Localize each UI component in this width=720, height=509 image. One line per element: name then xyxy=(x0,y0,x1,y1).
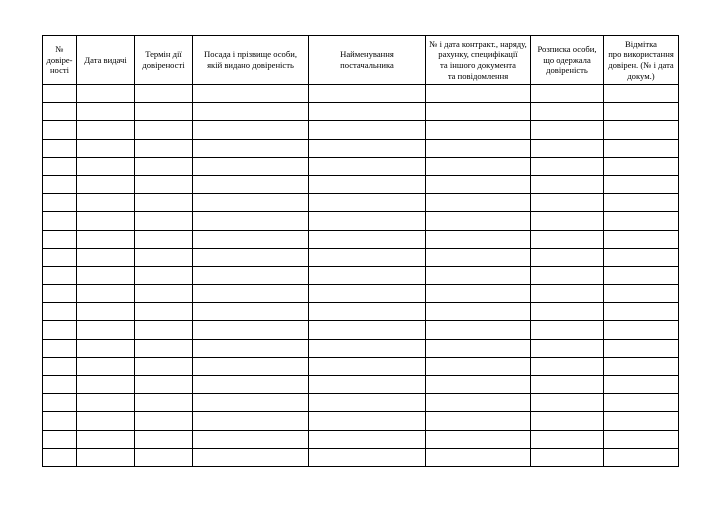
table-cell[interactable] xyxy=(135,357,193,375)
table-row xyxy=(43,285,679,303)
table-row xyxy=(43,103,679,121)
table-row xyxy=(43,321,679,339)
header-contract-document: № і дата контракт., наряду, рахунку, специфікації та іншого документа та повідомлення xyxy=(426,36,531,85)
table-cell[interactable] xyxy=(43,157,77,175)
header-usage-mark: Відмітка про використання довірен. (№ і дата докум.) xyxy=(604,36,679,85)
header-row xyxy=(43,36,679,85)
table-cell[interactable] xyxy=(531,157,604,175)
table-row xyxy=(43,376,679,394)
table-cell[interactable] xyxy=(193,175,309,193)
table-cell[interactable] xyxy=(426,430,531,448)
table-cell[interactable] xyxy=(193,303,309,321)
table-cell[interactable] xyxy=(193,266,309,284)
table-cell[interactable] xyxy=(426,394,531,412)
table-cell[interactable] xyxy=(43,175,77,193)
table-cell[interactable] xyxy=(426,175,531,193)
table-cell[interactable] xyxy=(604,157,679,175)
table-row xyxy=(43,412,679,430)
table-cell[interactable] xyxy=(309,157,426,175)
table-cell[interactable] xyxy=(43,448,77,466)
table-cell[interactable] xyxy=(193,157,309,175)
table-cell[interactable] xyxy=(309,139,426,157)
table-cell[interactable] xyxy=(531,230,604,248)
table-cell[interactable] xyxy=(193,121,309,139)
table-row xyxy=(43,248,679,266)
table-cell[interactable] xyxy=(309,194,426,212)
table-cell[interactable] xyxy=(531,430,604,448)
table-cell[interactable] xyxy=(604,85,679,103)
table-cell[interactable] xyxy=(309,339,426,357)
table-cell[interactable] xyxy=(43,139,77,157)
table-row xyxy=(43,303,679,321)
table-cell[interactable] xyxy=(604,412,679,430)
table-cell[interactable] xyxy=(426,357,531,375)
table-cell[interactable] xyxy=(193,339,309,357)
table-cell[interactable] xyxy=(531,139,604,157)
table-cell[interactable] xyxy=(77,230,135,248)
table-cell[interactable] xyxy=(193,412,309,430)
table-cell[interactable] xyxy=(43,357,77,375)
table-cell[interactable] xyxy=(309,430,426,448)
table-cell[interactable] xyxy=(193,448,309,466)
table-cell[interactable] xyxy=(426,212,531,230)
table-cell[interactable] xyxy=(77,357,135,375)
table-cell[interactable] xyxy=(193,376,309,394)
table-cell[interactable] xyxy=(193,194,309,212)
table-cell[interactable] xyxy=(309,230,426,248)
table-cell[interactable] xyxy=(135,321,193,339)
table-cell[interactable] xyxy=(604,230,679,248)
table-cell[interactable] xyxy=(135,121,193,139)
table-cell[interactable] xyxy=(77,103,135,121)
power-of-attorney-journal-table xyxy=(42,35,679,467)
table-cell[interactable] xyxy=(426,321,531,339)
table-cell[interactable] xyxy=(604,430,679,448)
table-cell[interactable] xyxy=(309,285,426,303)
table-cell[interactable] xyxy=(531,248,604,266)
table-cell[interactable] xyxy=(193,394,309,412)
table-cell[interactable] xyxy=(43,266,77,284)
table-cell[interactable] xyxy=(531,212,604,230)
table-cell[interactable] xyxy=(426,157,531,175)
table-cell[interactable] xyxy=(43,303,77,321)
table-cell[interactable] xyxy=(531,376,604,394)
header-validity-term: Термін дії довіреності xyxy=(135,36,193,85)
table-cell[interactable] xyxy=(426,230,531,248)
table-cell[interactable] xyxy=(77,321,135,339)
table-cell[interactable] xyxy=(531,448,604,466)
table-cell[interactable] xyxy=(193,85,309,103)
table-row xyxy=(43,85,679,103)
table-cell[interactable] xyxy=(309,394,426,412)
table-cell[interactable] xyxy=(43,412,77,430)
table-cell[interactable] xyxy=(309,357,426,375)
table-cell[interactable] xyxy=(77,339,135,357)
table-cell[interactable] xyxy=(77,175,135,193)
table-cell[interactable] xyxy=(43,430,77,448)
table-cell[interactable] xyxy=(426,412,531,430)
table-cell[interactable] xyxy=(309,412,426,430)
table-cell[interactable] xyxy=(309,85,426,103)
table-cell[interactable] xyxy=(309,448,426,466)
table-cell[interactable] xyxy=(531,194,604,212)
header-issue-date: Дата видачі xyxy=(77,36,135,85)
table-row xyxy=(43,194,679,212)
table-cell[interactable] xyxy=(604,357,679,375)
table-cell[interactable] xyxy=(531,303,604,321)
table-cell[interactable] xyxy=(531,121,604,139)
table-cell[interactable] xyxy=(135,412,193,430)
table-row xyxy=(43,121,679,139)
table-cell[interactable] xyxy=(43,103,77,121)
table-cell[interactable] xyxy=(604,448,679,466)
table-cell[interactable] xyxy=(193,321,309,339)
journal-body xyxy=(43,85,679,467)
table-cell[interactable] xyxy=(77,157,135,175)
table-cell[interactable] xyxy=(135,230,193,248)
table-cell[interactable] xyxy=(604,139,679,157)
table-cell[interactable] xyxy=(135,448,193,466)
table-row xyxy=(43,175,679,193)
table-cell[interactable] xyxy=(531,175,604,193)
table-cell[interactable] xyxy=(135,430,193,448)
table-cell[interactable] xyxy=(193,248,309,266)
table-cell[interactable] xyxy=(43,394,77,412)
table-cell[interactable] xyxy=(309,266,426,284)
table-cell[interactable] xyxy=(531,394,604,412)
table-row xyxy=(43,448,679,466)
table-cell[interactable] xyxy=(43,230,77,248)
table-cell[interactable] xyxy=(531,285,604,303)
table-cell[interactable] xyxy=(426,103,531,121)
table-row xyxy=(43,157,679,175)
table-cell[interactable] xyxy=(604,248,679,266)
table-cell[interactable] xyxy=(77,266,135,284)
table-cell[interactable] xyxy=(426,194,531,212)
table-cell[interactable] xyxy=(135,266,193,284)
table-cell[interactable] xyxy=(604,321,679,339)
table-cell[interactable] xyxy=(135,248,193,266)
header-attorney-number: № довіре- ності xyxy=(43,36,77,85)
table-cell[interactable] xyxy=(193,357,309,375)
table-cell[interactable] xyxy=(77,285,135,303)
table-cell[interactable] xyxy=(77,448,135,466)
table-row xyxy=(43,230,679,248)
table-cell[interactable] xyxy=(531,339,604,357)
table-row xyxy=(43,139,679,157)
table-cell[interactable] xyxy=(531,103,604,121)
table-cell[interactable] xyxy=(43,376,77,394)
table-cell[interactable] xyxy=(531,357,604,375)
table-cell[interactable] xyxy=(604,121,679,139)
table-cell[interactable] xyxy=(309,321,426,339)
table-cell[interactable] xyxy=(135,339,193,357)
table-cell[interactable] xyxy=(426,303,531,321)
table-cell[interactable] xyxy=(77,412,135,430)
table-row xyxy=(43,394,679,412)
table-cell[interactable] xyxy=(309,248,426,266)
table-cell[interactable] xyxy=(426,121,531,139)
table-cell[interactable] xyxy=(77,121,135,139)
table-cell[interactable] xyxy=(77,212,135,230)
table-cell[interactable] xyxy=(77,248,135,266)
table-cell[interactable] xyxy=(309,121,426,139)
table-cell[interactable] xyxy=(193,212,309,230)
table-cell[interactable] xyxy=(77,430,135,448)
table-cell[interactable] xyxy=(193,103,309,121)
table-cell[interactable] xyxy=(43,212,77,230)
table-cell[interactable] xyxy=(604,266,679,284)
table-row xyxy=(43,430,679,448)
table-cell[interactable] xyxy=(135,212,193,230)
table-row xyxy=(43,339,679,357)
table-cell[interactable] xyxy=(135,285,193,303)
table-cell[interactable] xyxy=(309,376,426,394)
table-cell[interactable] xyxy=(135,194,193,212)
table-cell[interactable] xyxy=(77,376,135,394)
table-cell[interactable] xyxy=(426,376,531,394)
table-cell[interactable] xyxy=(426,139,531,157)
table-cell[interactable] xyxy=(604,303,679,321)
table-cell[interactable] xyxy=(43,339,77,357)
table-cell[interactable] xyxy=(43,321,77,339)
table-cell[interactable] xyxy=(43,194,77,212)
table-cell[interactable] xyxy=(77,194,135,212)
table-cell[interactable] xyxy=(135,85,193,103)
table-cell[interactable] xyxy=(604,285,679,303)
table-cell[interactable] xyxy=(604,194,679,212)
table-cell[interactable] xyxy=(77,394,135,412)
table-row xyxy=(43,266,679,284)
table-cell[interactable] xyxy=(426,285,531,303)
table-cell[interactable] xyxy=(531,412,604,430)
table-cell[interactable] xyxy=(309,212,426,230)
table-cell[interactable] xyxy=(193,230,309,248)
header-supplier-name: Найменування постачальника xyxy=(309,36,426,85)
table-cell[interactable] xyxy=(604,212,679,230)
table-cell[interactable] xyxy=(604,376,679,394)
table-cell[interactable] xyxy=(309,103,426,121)
table-cell[interactable] xyxy=(135,394,193,412)
table-cell[interactable] xyxy=(604,339,679,357)
table-cell[interactable] xyxy=(531,85,604,103)
table-cell[interactable] xyxy=(426,248,531,266)
table-cell[interactable] xyxy=(193,285,309,303)
table-cell[interactable] xyxy=(135,157,193,175)
table-cell[interactable] xyxy=(426,448,531,466)
table-cell[interactable] xyxy=(193,430,309,448)
header-receipt-signature: Розписка особи, що одержала довіреність xyxy=(531,36,604,85)
table-cell[interactable] xyxy=(77,85,135,103)
table-cell[interactable] xyxy=(77,139,135,157)
table-cell[interactable] xyxy=(531,266,604,284)
table-cell[interactable] xyxy=(604,394,679,412)
table-cell[interactable] xyxy=(309,303,426,321)
table-cell[interactable] xyxy=(193,139,309,157)
table-cell[interactable] xyxy=(135,139,193,157)
table-cell[interactable] xyxy=(43,248,77,266)
table-cell[interactable] xyxy=(426,339,531,357)
table-cell[interactable] xyxy=(135,175,193,193)
table-cell[interactable] xyxy=(77,303,135,321)
table-row xyxy=(43,357,679,375)
table-cell[interactable] xyxy=(43,285,77,303)
table-cell[interactable] xyxy=(531,321,604,339)
table-cell[interactable] xyxy=(43,121,77,139)
table-cell[interactable] xyxy=(135,303,193,321)
table-cell[interactable] xyxy=(426,266,531,284)
table-cell[interactable] xyxy=(426,85,531,103)
table-row xyxy=(43,212,679,230)
table-cell[interactable] xyxy=(135,376,193,394)
table-cell[interactable] xyxy=(43,85,77,103)
table-cell[interactable] xyxy=(604,103,679,121)
table-cell[interactable] xyxy=(309,175,426,193)
header-position-and-name: Посада і прізвище особи, якій видано довіреність xyxy=(193,36,309,85)
table-cell[interactable] xyxy=(135,103,193,121)
table-cell[interactable] xyxy=(604,175,679,193)
